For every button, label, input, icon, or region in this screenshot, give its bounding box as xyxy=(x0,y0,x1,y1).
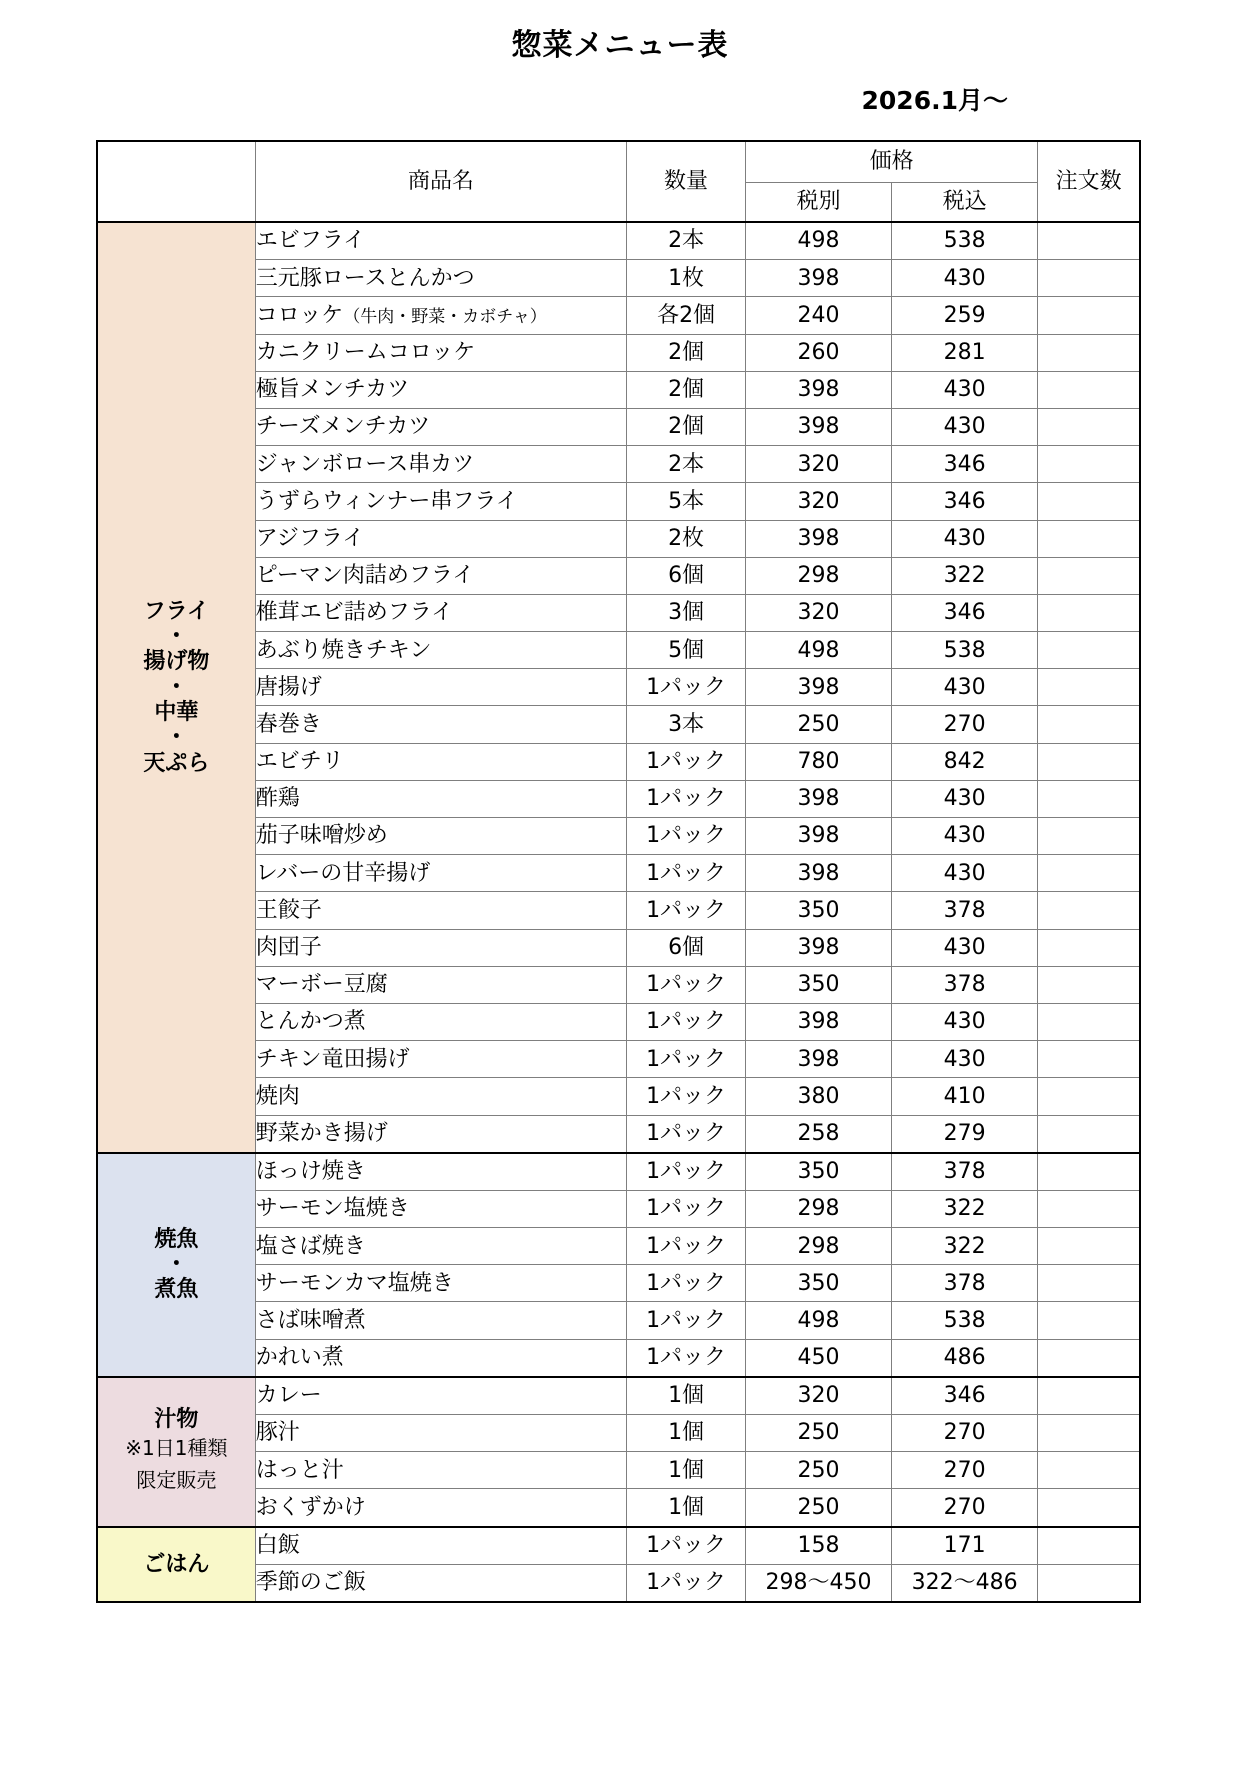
order-count-cell[interactable] xyxy=(1038,1564,1140,1602)
product-name-cell: レバーの甘辛揚げ xyxy=(255,855,626,892)
quantity-cell: 1パック xyxy=(627,1041,746,1078)
product-name-cell: カニクリームコロッケ xyxy=(255,334,626,371)
product-name-cell: 酢鶏 xyxy=(255,780,626,817)
product-name-cell: 三元豚ロースとんかつ xyxy=(255,260,626,297)
price-excl-tax-cell: 498 xyxy=(745,1302,891,1339)
product-name-detail: （牛肉・野菜・カボチャ） xyxy=(343,306,547,327)
quantity-cell: 1パック xyxy=(627,1190,746,1227)
product-name-cell: エビチリ xyxy=(255,743,626,780)
quantity-cell: 1パック xyxy=(627,1078,746,1115)
price-incl-tax-cell: 171 xyxy=(892,1527,1038,1565)
price-excl-tax-cell: 320 xyxy=(745,594,891,631)
table-row xyxy=(97,222,1140,260)
price-incl-tax-cell: 430 xyxy=(892,1041,1038,1078)
order-count-cell[interactable] xyxy=(1038,297,1140,334)
quantity-cell: 1パック xyxy=(627,892,746,929)
price-excl-tax-cell: 298～450 xyxy=(745,1564,891,1602)
price-excl-tax-cell: 398 xyxy=(745,1041,891,1078)
price-excl-tax-cell: 350 xyxy=(745,1153,891,1191)
order-count-cell[interactable] xyxy=(1038,1003,1140,1040)
quantity-cell: 2枚 xyxy=(627,520,746,557)
order-count-cell[interactable] xyxy=(1038,222,1140,260)
order-count-cell[interactable] xyxy=(1038,371,1140,408)
header-price-group: 価格 xyxy=(745,141,1037,183)
product-name-cell: あぶり焼きチキン xyxy=(255,632,626,669)
price-incl-tax-cell: 430 xyxy=(892,408,1038,445)
header-price-incl-tax: 税込 xyxy=(892,183,1038,223)
header-category xyxy=(97,141,255,222)
order-count-cell[interactable] xyxy=(1038,260,1140,297)
price-excl-tax-cell: 350 xyxy=(745,1265,891,1302)
price-incl-tax-cell: 378 xyxy=(892,966,1038,1003)
quantity-cell: 1パック xyxy=(627,1003,746,1040)
product-name-cell: 極旨メンチカツ xyxy=(255,371,626,408)
order-count-cell[interactable] xyxy=(1038,483,1140,520)
table-row xyxy=(97,1527,1140,1565)
price-excl-tax-cell: 398 xyxy=(745,260,891,297)
price-incl-tax-cell: 270 xyxy=(892,706,1038,743)
quantity-cell: 1枚 xyxy=(627,260,746,297)
price-incl-tax-cell: 346 xyxy=(892,1377,1038,1415)
price-excl-tax-cell: 350 xyxy=(745,966,891,1003)
order-count-cell[interactable] xyxy=(1038,1452,1140,1489)
quantity-cell: 1個 xyxy=(627,1452,746,1489)
header-product-name: 商品名 xyxy=(255,141,626,222)
price-excl-tax-cell: 398 xyxy=(745,408,891,445)
order-count-cell[interactable] xyxy=(1038,1115,1140,1153)
product-name-cell: 豚汁 xyxy=(255,1415,626,1452)
quantity-cell: 1パック xyxy=(627,855,746,892)
order-count-cell[interactable] xyxy=(1038,520,1140,557)
product-name-cell: とんかつ煮 xyxy=(255,1003,626,1040)
price-incl-tax-cell: 430 xyxy=(892,855,1038,892)
product-name-cell: さば味噌煮 xyxy=(255,1302,626,1339)
product-name-cell: ピーマン肉詰めフライ xyxy=(255,557,626,594)
product-name-cell: おくずかけ xyxy=(255,1489,626,1527)
price-excl-tax-cell: 298 xyxy=(745,1190,891,1227)
price-excl-tax-cell: 240 xyxy=(745,297,891,334)
quantity-cell: 1個 xyxy=(627,1489,746,1527)
order-count-cell[interactable] xyxy=(1038,1527,1140,1565)
price-excl-tax-cell: 350 xyxy=(745,892,891,929)
price-excl-tax-cell: 298 xyxy=(745,557,891,594)
quantity-cell: 3本 xyxy=(627,706,746,743)
quantity-cell: 2個 xyxy=(627,371,746,408)
product-name-cell: はっと汁 xyxy=(255,1452,626,1489)
price-excl-tax-cell: 398 xyxy=(745,855,891,892)
quantity-cell: 3個 xyxy=(627,594,746,631)
product-name-cell: エビフライ xyxy=(255,222,626,260)
quantity-cell: 1パック xyxy=(627,1564,746,1602)
product-name-cell: 塩さば焼き xyxy=(255,1228,626,1265)
product-name-cell: サーモン塩焼き xyxy=(255,1190,626,1227)
quantity-cell: 1パック xyxy=(627,1302,746,1339)
quantity-cell: 1パック xyxy=(627,780,746,817)
category-label xyxy=(97,222,255,1153)
product-name-cell: 焼肉 xyxy=(255,1078,626,1115)
menu-table xyxy=(96,140,1141,1603)
price-incl-tax-cell: 322 xyxy=(892,557,1038,594)
table-row xyxy=(97,1377,1140,1415)
quantity-cell: 1パック xyxy=(627,966,746,1003)
price-excl-tax-cell: 398 xyxy=(745,669,891,706)
product-name-cell: アジフライ xyxy=(255,520,626,557)
price-incl-tax-cell: 322 xyxy=(892,1228,1038,1265)
category-label-main: 焼魚 ・ 煮魚 xyxy=(154,1226,199,1303)
price-incl-tax-cell: 486 xyxy=(892,1339,1038,1377)
order-count-cell[interactable] xyxy=(1038,1228,1140,1265)
price-excl-tax-cell: 250 xyxy=(745,1489,891,1527)
price-excl-tax-cell: 398 xyxy=(745,1003,891,1040)
order-count-cell[interactable] xyxy=(1038,1190,1140,1227)
price-incl-tax-cell: 346 xyxy=(892,483,1038,520)
quantity-cell: 1個 xyxy=(627,1377,746,1415)
price-excl-tax-cell: 398 xyxy=(745,371,891,408)
menu-table-wrap xyxy=(96,140,1141,1603)
product-name-cell: 肉団子 xyxy=(255,929,626,966)
price-excl-tax-cell: 380 xyxy=(745,1078,891,1115)
order-count-cell[interactable] xyxy=(1038,1041,1140,1078)
price-excl-tax-cell: 250 xyxy=(745,706,891,743)
order-count-cell[interactable] xyxy=(1038,1339,1140,1377)
quantity-cell: 1パック xyxy=(627,1527,746,1565)
price-excl-tax-cell: 320 xyxy=(745,483,891,520)
header-quantity: 数量 xyxy=(627,141,746,222)
order-count-cell[interactable] xyxy=(1038,408,1140,445)
price-incl-tax-cell: 430 xyxy=(892,1003,1038,1040)
product-name-cell: 白飯 xyxy=(255,1527,626,1565)
price-incl-tax-cell: 538 xyxy=(892,632,1038,669)
price-incl-tax-cell: 430 xyxy=(892,520,1038,557)
quantity-cell: 1個 xyxy=(627,1415,746,1452)
order-count-cell[interactable] xyxy=(1038,557,1140,594)
order-count-cell[interactable] xyxy=(1038,334,1140,371)
price-incl-tax-cell: 378 xyxy=(892,1265,1038,1302)
price-excl-tax-cell: 398 xyxy=(745,929,891,966)
price-excl-tax-cell: 298 xyxy=(745,1228,891,1265)
price-incl-tax-cell: 538 xyxy=(892,1302,1038,1339)
price-excl-tax-cell: 158 xyxy=(745,1527,891,1565)
price-incl-tax-cell: 378 xyxy=(892,892,1038,929)
price-incl-tax-cell: 281 xyxy=(892,334,1038,371)
price-incl-tax-cell: 279 xyxy=(892,1115,1038,1153)
price-incl-tax-cell: 430 xyxy=(892,260,1038,297)
quantity-cell: 5個 xyxy=(627,632,746,669)
order-count-cell[interactable] xyxy=(1038,446,1140,483)
order-count-cell[interactable] xyxy=(1038,669,1140,706)
order-count-cell[interactable] xyxy=(1038,818,1140,855)
order-count-cell[interactable] xyxy=(1038,1265,1140,1302)
price-incl-tax-cell: 410 xyxy=(892,1078,1038,1115)
order-count-cell[interactable] xyxy=(1038,929,1140,966)
price-incl-tax-cell: 538 xyxy=(892,222,1038,260)
product-name-cell: ジャンボロース串カツ xyxy=(255,446,626,483)
price-incl-tax-cell: 270 xyxy=(892,1415,1038,1452)
product-name-cell: チキン竜田揚げ xyxy=(255,1041,626,1078)
header-order-count: 注文数 xyxy=(1038,141,1140,222)
category-label-note: ※1日1種類 限定販売 xyxy=(125,1436,228,1493)
price-excl-tax-cell: 398 xyxy=(745,520,891,557)
quantity-cell: 1パック xyxy=(627,1265,746,1302)
quantity-cell: 1パック xyxy=(627,818,746,855)
quantity-cell: 1パック xyxy=(627,1153,746,1191)
order-count-cell[interactable] xyxy=(1038,855,1140,892)
product-name-cell: 季節のご飯 xyxy=(255,1564,626,1602)
order-count-cell[interactable] xyxy=(1038,743,1140,780)
quantity-cell: 2個 xyxy=(627,334,746,371)
price-incl-tax-cell: 270 xyxy=(892,1489,1038,1527)
price-incl-tax-cell: 322～486 xyxy=(892,1564,1038,1602)
order-count-cell[interactable] xyxy=(1038,780,1140,817)
price-excl-tax-cell: 250 xyxy=(745,1415,891,1452)
header-price-excl-tax: 税別 xyxy=(745,183,891,223)
order-count-cell[interactable] xyxy=(1038,1415,1140,1452)
price-excl-tax-cell: 398 xyxy=(745,818,891,855)
price-incl-tax-cell: 842 xyxy=(892,743,1038,780)
quantity-cell: 1パック xyxy=(627,669,746,706)
price-incl-tax-cell: 430 xyxy=(892,818,1038,855)
category-label-main: 汁物 xyxy=(154,1407,199,1433)
product-name-cell: チーズメンチカツ xyxy=(255,408,626,445)
quantity-cell: 1パック xyxy=(627,1339,746,1377)
order-count-cell[interactable] xyxy=(1038,706,1140,743)
product-name-cell: 茄子味噌炒め xyxy=(255,818,626,855)
product-name-cell: コロッケ（牛肉・野菜・カボチャ） xyxy=(255,297,626,334)
product-name-cell: かれい煮 xyxy=(255,1339,626,1377)
product-name-cell: マーボー豆腐 xyxy=(255,966,626,1003)
price-incl-tax-cell: 430 xyxy=(892,669,1038,706)
table-row xyxy=(97,1153,1140,1191)
price-incl-tax-cell: 430 xyxy=(892,371,1038,408)
quantity-cell: 6個 xyxy=(627,929,746,966)
price-excl-tax-cell: 260 xyxy=(745,334,891,371)
quantity-cell: 5本 xyxy=(627,483,746,520)
category-label xyxy=(97,1377,255,1527)
quantity-cell: 1パック xyxy=(627,743,746,780)
order-count-cell[interactable] xyxy=(1038,1153,1140,1191)
price-excl-tax-cell: 780 xyxy=(745,743,891,780)
price-excl-tax-cell: 258 xyxy=(745,1115,891,1153)
order-count-cell[interactable] xyxy=(1038,1377,1140,1415)
product-name-cell: 椎茸エビ詰めフライ xyxy=(255,594,626,631)
price-incl-tax-cell: 270 xyxy=(892,1452,1038,1489)
quantity-cell: 6個 xyxy=(627,557,746,594)
price-incl-tax-cell: 430 xyxy=(892,780,1038,817)
table-header xyxy=(97,141,1140,222)
category-label xyxy=(97,1153,255,1377)
order-count-cell[interactable] xyxy=(1038,594,1140,631)
price-incl-tax-cell: 430 xyxy=(892,929,1038,966)
product-name-cell: 春巻き xyxy=(255,706,626,743)
price-excl-tax-cell: 320 xyxy=(745,446,891,483)
category-label-main: フライ ・ 揚げ物 ・ 中華 ・ 天ぷら xyxy=(143,598,210,776)
product-name-cell: 野菜かき揚げ xyxy=(255,1115,626,1153)
product-name-cell: 王餃子 xyxy=(255,892,626,929)
quantity-cell: 1パック xyxy=(627,1228,746,1265)
price-incl-tax-cell: 259 xyxy=(892,297,1038,334)
price-excl-tax-cell: 250 xyxy=(745,1452,891,1489)
product-name-cell: カレー xyxy=(255,1377,626,1415)
price-excl-tax-cell: 320 xyxy=(745,1377,891,1415)
price-excl-tax-cell: 398 xyxy=(745,780,891,817)
product-name-cell: 唐揚げ xyxy=(255,669,626,706)
product-name-cell: サーモンカマ塩焼き xyxy=(255,1265,626,1302)
price-incl-tax-cell: 346 xyxy=(892,594,1038,631)
order-count-cell[interactable] xyxy=(1038,1078,1140,1115)
order-count-cell[interactable] xyxy=(1038,892,1140,929)
order-count-cell[interactable] xyxy=(1038,632,1140,669)
quantity-cell: 2個 xyxy=(627,408,746,445)
product-name-cell: うずらウィンナー串フライ xyxy=(255,483,626,520)
price-incl-tax-cell: 346 xyxy=(892,446,1038,483)
order-count-cell[interactable] xyxy=(1038,1489,1140,1527)
menu-page xyxy=(0,28,1240,1780)
table-body xyxy=(97,222,1140,1602)
price-incl-tax-cell: 378 xyxy=(892,1153,1038,1191)
price-excl-tax-cell: 498 xyxy=(745,222,891,260)
quantity-cell: 各2個 xyxy=(627,297,746,334)
quantity-cell: 2本 xyxy=(627,222,746,260)
order-count-cell[interactable] xyxy=(1038,1302,1140,1339)
price-incl-tax-cell: 322 xyxy=(892,1190,1038,1227)
effective-date: 2026.1月～ xyxy=(861,86,1008,115)
price-excl-tax-cell: 498 xyxy=(745,632,891,669)
product-name-cell: ほっけ焼き xyxy=(255,1153,626,1191)
quantity-cell: 1パック xyxy=(627,1115,746,1153)
page-title: 惣菜メニュー表 xyxy=(511,28,729,63)
category-label-main: ごはん xyxy=(143,1551,210,1577)
price-excl-tax-cell: 450 xyxy=(745,1339,891,1377)
quantity-cell: 2本 xyxy=(627,446,746,483)
order-count-cell[interactable] xyxy=(1038,966,1140,1003)
category-label xyxy=(97,1527,255,1602)
